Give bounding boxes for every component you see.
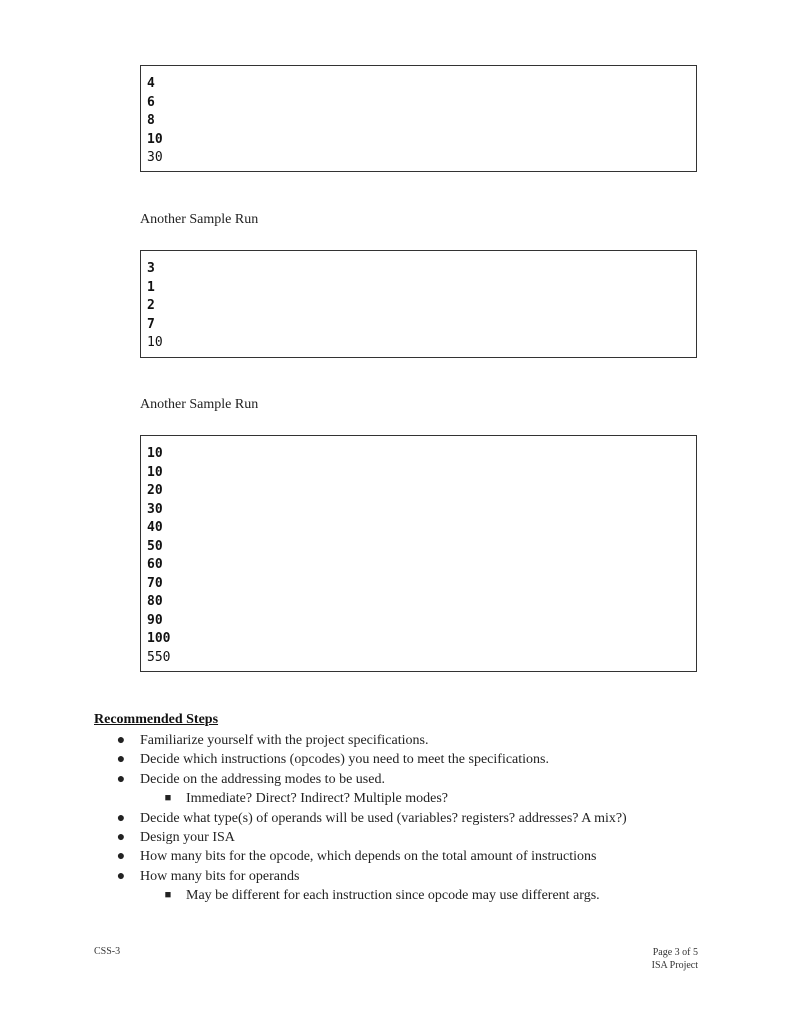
input-line: 6: [147, 94, 155, 110]
round-bullet-icon: ●: [116, 829, 126, 845]
input-line: 2: [147, 298, 155, 313]
recommended-steps-list: [0, 731, 791, 906]
step-item: [0, 731, 791, 750]
input-line: 40: [147, 520, 163, 535]
step-text: Decide what type(s) of operands will be used (variables? registers? addresses? A mix?): [140, 810, 627, 826]
step-item: [0, 847, 791, 866]
round-bullet-icon: ●: [116, 752, 126, 768]
square-bullet-icon: ■: [164, 889, 172, 902]
step-text: May be different for each instruction since opcode may use different args.: [186, 888, 600, 904]
step-text: Immediate? Direct? Indirect? Multiple modes?: [186, 791, 449, 807]
step-item: [0, 770, 791, 789]
step-text: How many bits for the opcode, which depends on the total amount of instructions: [140, 849, 597, 865]
round-bullet-icon: ●: [116, 771, 126, 787]
output-line: 10: [147, 335, 163, 350]
step-text: Design your ISA: [140, 829, 235, 845]
sample-run-box-2: [140, 250, 697, 358]
input-line: 10: [147, 131, 163, 147]
step-text: Familiarize yourself with the project specifications.: [140, 733, 429, 748]
footer-project-name: ISA Project: [651, 960, 698, 971]
input-line: 3: [147, 261, 155, 276]
round-bullet-icon: ●: [116, 733, 126, 748]
input-line: 8: [147, 113, 155, 128]
input-line: 30: [147, 501, 163, 517]
output-line: 550: [147, 649, 171, 665]
round-bullet-icon: ●: [116, 810, 126, 826]
sample-run-caption: Another Sample Run: [140, 397, 259, 412]
input-line: 100: [147, 631, 171, 646]
input-line: 10: [147, 446, 163, 461]
input-line: 50: [147, 538, 163, 554]
footer-course-code: CSS-3: [94, 946, 121, 957]
round-bullet-icon: ●: [116, 849, 126, 865]
step-text: Decide which instructions (opcodes) you need to meet the specifications.: [140, 752, 549, 768]
input-line: 1: [147, 279, 155, 295]
input-line: 7: [147, 316, 155, 332]
input-line: 90: [147, 612, 163, 628]
round-bullet-icon: ●: [116, 868, 126, 884]
step-text: How many bits for operands: [140, 868, 300, 884]
recommended-steps-heading: Recommended Steps: [94, 712, 219, 727]
input-line: 60: [147, 557, 163, 572]
square-bullet-icon: ■: [164, 792, 172, 805]
input-line: 70: [147, 575, 163, 591]
sample-run-box-3: [140, 435, 697, 672]
step-item: [0, 828, 791, 847]
sample-run-box-1: [140, 65, 697, 172]
input-line: 80: [147, 594, 163, 609]
input-line: 4: [147, 76, 155, 91]
sub-step-item: [0, 789, 791, 808]
step-text: Decide on the addressing modes to be used.: [140, 771, 385, 787]
output-line: 30: [147, 150, 163, 165]
step-item: [0, 750, 791, 769]
sample-run-caption: Another Sample Run: [140, 212, 259, 227]
step-item: [0, 809, 791, 828]
footer-page-info: [652, 946, 698, 972]
step-item: [0, 867, 791, 886]
input-line: 10: [147, 464, 163, 480]
sub-step-item: [0, 886, 791, 905]
input-line: 20: [147, 483, 163, 498]
footer-page-number: Page 3 of 5: [652, 947, 698, 958]
